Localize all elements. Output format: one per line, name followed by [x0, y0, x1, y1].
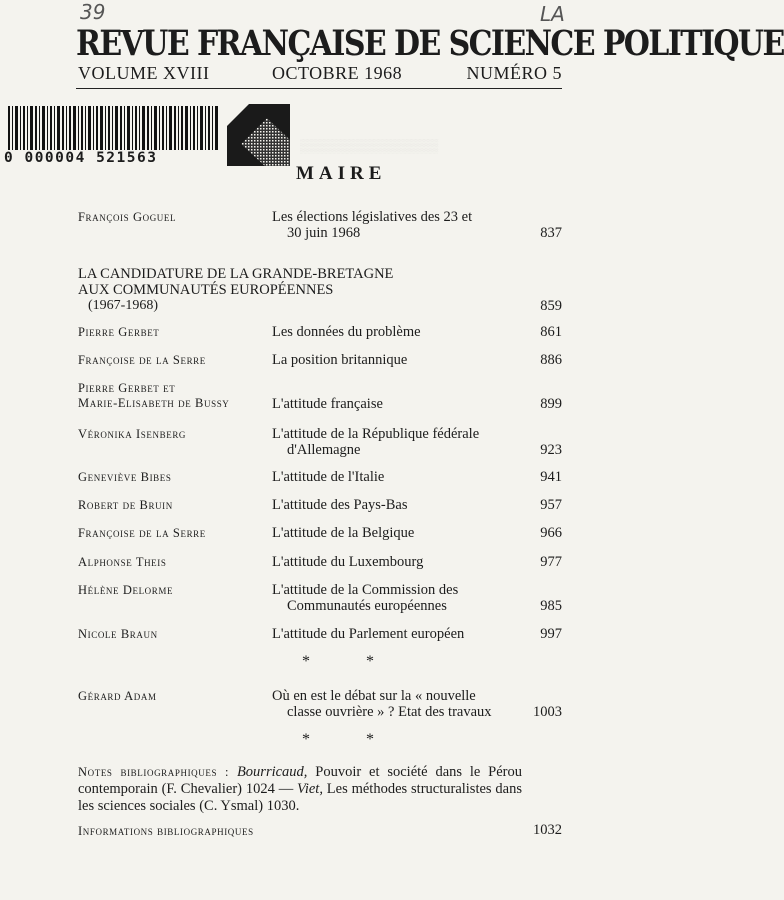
article-title: L'attitude de l'Italie — [272, 469, 385, 485]
notes-text: Pouvoir et société dans le Pérou contemporain (F. Chevalier) 1024 — — [78, 764, 522, 797]
page-number: 1003 — [533, 704, 562, 720]
article-title: L'attitude française — [272, 396, 383, 412]
article-title-line: d'Allemagne — [287, 442, 361, 458]
page-number: 966 — [540, 525, 562, 541]
article-title-line: L'attitude de la République fédérale — [272, 426, 480, 442]
author-line: Marie-Elisabeth de Bussy — [78, 396, 230, 410]
author-de-la-serre: Françoise de la Serre — [78, 353, 206, 367]
author-isenberg: Véronika Isenberg — [78, 427, 187, 441]
notes-text: Les méthodes structuralistes dans les sciences sociales (C. Ysmal) 1030. — [78, 781, 522, 814]
page-number: 861 — [540, 324, 562, 340]
author-de-la-serre: Françoise de la Serre — [78, 526, 206, 540]
article-title — [272, 582, 522, 614]
article-title: L'attitude du Parlement européen — [272, 626, 465, 642]
page-number: 977 — [540, 554, 562, 570]
article-title-line: Où en est le débat sur la « nouvelle — [272, 688, 476, 704]
bibliographic-notes — [78, 764, 522, 815]
issue-date: OCTOBRE 1968 — [272, 63, 403, 83]
library-stamp-icon — [227, 104, 290, 166]
article-title: L'attitude de la Belgique — [272, 525, 415, 541]
page-number: 941 — [540, 469, 562, 485]
author-braun: Nicole Braun — [78, 627, 158, 641]
author-gerbet: Pierre Gerbet — [78, 325, 160, 339]
article-title-line: Les élections législatives des 23 et — [272, 209, 473, 225]
journal-title: REVUE FRANÇAISE DE SCIENCE POLITIQUE — [76, 24, 784, 65]
author-gerbet-de-bussy — [78, 381, 229, 411]
article-title: Les données du problème — [272, 324, 421, 340]
page-number: 1032 — [533, 822, 562, 838]
handwritten-initials: LA — [540, 2, 565, 26]
separator-stars: * * — [302, 653, 400, 670]
page-number: 923 — [540, 442, 562, 458]
article-title-line: Communautés européennes — [287, 598, 447, 614]
page-number: 886 — [540, 352, 562, 368]
section-heading-line: LA CANDIDATURE DE LA GRANDE-BRETAGNE — [78, 266, 394, 282]
page-number: 957 — [540, 497, 562, 513]
page-number: 997 — [540, 626, 562, 642]
masthead-rule — [76, 88, 562, 89]
author-adam: Gérard Adam — [78, 689, 157, 703]
page-number: 985 — [540, 598, 562, 614]
article-title-line: L'attitude de la Commission des — [272, 582, 459, 598]
separator-stars: * * — [302, 731, 400, 748]
author-delorme: Hélène Delorme — [78, 583, 174, 597]
informations-label: Informations bibliographiques — [78, 824, 254, 838]
article-title-line: classe ouvrière » ? Etat des travaux — [287, 704, 492, 720]
section-heading — [78, 266, 393, 314]
notes-label: Notes bibliographiques : — [78, 765, 230, 779]
page-number: 859 — [540, 298, 562, 314]
section-years: (1967-1968) — [88, 298, 158, 313]
bleed-through-mark: ▒▒▒▒▒▒▒▒▒▒▒▒▒▒▒ — [300, 138, 439, 153]
article-title: La position britannique — [272, 352, 408, 368]
author-theis: Alphonse Theis — [78, 555, 167, 569]
volume-label: VOLUME XVIII — [78, 63, 210, 83]
contents-heading: MAIRE — [296, 163, 387, 184]
author-goguel: François Goguel — [78, 210, 177, 224]
article-title — [272, 688, 522, 720]
notes-author: Bourricaud, — [236, 764, 308, 780]
article-title — [272, 426, 522, 458]
author-de-bruin: Robert de Bruin — [78, 498, 173, 512]
author-line: Pierre Gerbet et — [78, 381, 176, 395]
page-number: 899 — [540, 396, 562, 412]
author-bibes: Geneviève Bibes — [78, 470, 172, 484]
barcode-number: 0 000004 521563 — [4, 150, 158, 166]
article-title: L'attitude des Pays-Bas — [272, 497, 408, 513]
handwritten-number: 39 — [80, 0, 106, 24]
article-elections — [272, 209, 522, 241]
section-heading-line: AUX COMMUNAUTÉS EUROPÉENNES — [78, 282, 334, 298]
article-title: L'attitude du Luxembourg — [272, 554, 424, 570]
article-title-line: 30 juin 1968 — [287, 225, 361, 241]
issue-number: NUMÉRO 5 — [466, 63, 562, 83]
notes-author: Viet, — [297, 781, 323, 797]
page-number: 837 — [540, 225, 562, 241]
